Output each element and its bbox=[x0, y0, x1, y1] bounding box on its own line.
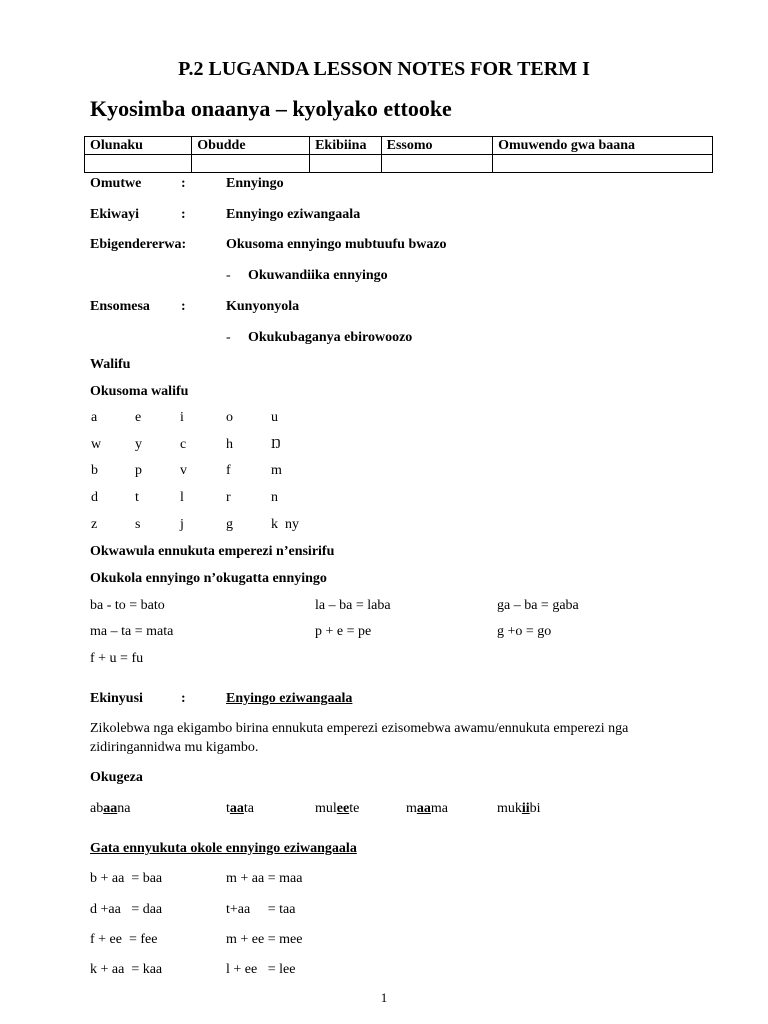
letter: w bbox=[91, 437, 102, 452]
example-word: abaana bbox=[90, 801, 131, 816]
letter: f bbox=[226, 463, 231, 478]
paragraph-line-2: zidiringannidwa mu kigambo. bbox=[90, 740, 259, 755]
field-value-ensomesa-2: Okukubaganya ebirowoozo bbox=[248, 330, 413, 345]
highlight-vowels: aa bbox=[229, 801, 244, 816]
letter: z bbox=[91, 517, 98, 532]
header-olunaku: Olunaku bbox=[85, 137, 192, 155]
lesson-subtitle: Kyosimba onaanya – kyolyako ettooke bbox=[90, 96, 452, 121]
bullet-dash: - bbox=[226, 330, 231, 345]
letter: m bbox=[271, 463, 282, 478]
section-okwawula: Okwawula ennukuta emperezi n’ensirifu bbox=[90, 544, 335, 559]
table-cell bbox=[192, 155, 310, 173]
letter: b bbox=[91, 463, 98, 478]
example-word: taata bbox=[226, 801, 254, 816]
field-value-omutwe: Ennyingo bbox=[226, 176, 284, 191]
letter: h bbox=[226, 437, 233, 452]
combo-item: ga – ba = gaba bbox=[497, 598, 579, 613]
gata-item: d +aa = daa bbox=[90, 902, 163, 917]
field-value-ebigendererwa-2: Okuwandiika ennyingo bbox=[248, 268, 388, 283]
gata-item: m + aa = maa bbox=[226, 871, 303, 886]
gata-item: t+aa = taa bbox=[226, 902, 296, 917]
field-label-ebigendererwa: Ebigendererwa: bbox=[90, 237, 187, 252]
highlight-vowels: ii bbox=[521, 801, 530, 816]
letter: n bbox=[271, 490, 278, 505]
letter: t bbox=[135, 490, 139, 505]
letter: i bbox=[180, 410, 184, 425]
page-title: P.2 LUGANDA LESSON NOTES FOR TERM I bbox=[178, 58, 590, 80]
walifu-heading: Walifu bbox=[90, 357, 131, 372]
combo-item: ma – ta = mata bbox=[90, 624, 174, 639]
lesson-info-table bbox=[84, 136, 713, 173]
highlight-vowels: aa bbox=[103, 801, 118, 816]
page-number: 1 bbox=[380, 990, 388, 1005]
field-label-omutwe: Omutwe bbox=[90, 176, 142, 191]
walifu-subheading: Okusoma walifu bbox=[90, 384, 189, 399]
gata-heading: Gata ennyukuta okole ennyingo eziwangaala bbox=[90, 841, 357, 856]
letter: r bbox=[226, 490, 231, 505]
field-value-ebigendererwa: Okusoma ennyingo mubtuufu bwazo bbox=[226, 237, 447, 252]
letter: o bbox=[226, 410, 233, 425]
field-label-ensomesa: Ensomesa bbox=[90, 299, 150, 314]
bullet-dash: - bbox=[226, 268, 231, 283]
field-colon: : bbox=[181, 207, 186, 222]
gata-item: k + aa = kaa bbox=[90, 962, 163, 977]
letter: p bbox=[135, 463, 142, 478]
combo-item: g +o = go bbox=[497, 624, 552, 639]
letter: e bbox=[135, 410, 142, 425]
table-header-row bbox=[85, 137, 713, 155]
gata-item: b + aa = baa bbox=[90, 871, 163, 886]
example-word: mukiibi bbox=[497, 801, 541, 816]
highlight-vowels: ee bbox=[336, 801, 350, 816]
letter: g bbox=[226, 517, 233, 532]
field-value-ensomesa: Kunyonyola bbox=[226, 299, 300, 314]
field-colon: : bbox=[181, 691, 186, 706]
letter: Ŋ bbox=[271, 437, 281, 452]
combo-item: p + e = pe bbox=[315, 624, 372, 639]
gata-item: f + ee = fee bbox=[90, 932, 158, 947]
letter: j bbox=[180, 517, 184, 532]
header-essomo: Essomo bbox=[381, 137, 493, 155]
combo-item: ba - to = bato bbox=[90, 598, 165, 613]
table-cell bbox=[493, 155, 713, 173]
gata-item: l + ee = lee bbox=[226, 962, 296, 977]
letter: k bbox=[271, 517, 278, 532]
letter: ny bbox=[285, 517, 299, 532]
combo-item: la – ba = laba bbox=[315, 598, 391, 613]
paragraph-line-1: Zikolebwa nga ekigambo birina ennukuta emperezi ezisomebwa awamu/ennukuta emperezi nga bbox=[90, 721, 629, 736]
table-empty-row bbox=[85, 155, 713, 173]
letter: s bbox=[135, 517, 141, 532]
okugeza-heading: Okugeza bbox=[90, 770, 143, 785]
letter: l bbox=[180, 490, 184, 505]
example-word: muleete bbox=[315, 801, 360, 816]
letter: v bbox=[180, 463, 187, 478]
highlight-vowels: aa bbox=[416, 801, 431, 816]
ekinyusi-value: Enyingo eziwangaala bbox=[226, 691, 353, 706]
field-colon: : bbox=[181, 299, 186, 314]
combo-item: f + u = fu bbox=[90, 651, 144, 666]
letter: y bbox=[135, 437, 142, 452]
letter: d bbox=[91, 490, 98, 505]
header-ekibiina: Ekibiina bbox=[310, 137, 382, 155]
gata-item: m + ee = mee bbox=[226, 932, 303, 947]
table-cell bbox=[85, 155, 192, 173]
header-omuwendo: Omuwendo gwa baana bbox=[493, 137, 713, 155]
letter: a bbox=[91, 410, 98, 425]
table-cell bbox=[310, 155, 382, 173]
letter: u bbox=[271, 410, 278, 425]
field-colon: : bbox=[181, 176, 186, 191]
section-okukola: Okukola ennyingo n’okugatta ennyingo bbox=[90, 571, 327, 586]
ekinyusi-label: Ekinyusi bbox=[90, 691, 143, 706]
letter: c bbox=[180, 437, 187, 452]
table-cell bbox=[381, 155, 493, 173]
field-label-ekiwayi: Ekiwayi bbox=[90, 207, 140, 222]
field-value-ekiwayi: Ennyingo eziwangaala bbox=[226, 207, 361, 222]
example-word: maama bbox=[406, 801, 448, 816]
header-obudde: Obudde bbox=[192, 137, 310, 155]
